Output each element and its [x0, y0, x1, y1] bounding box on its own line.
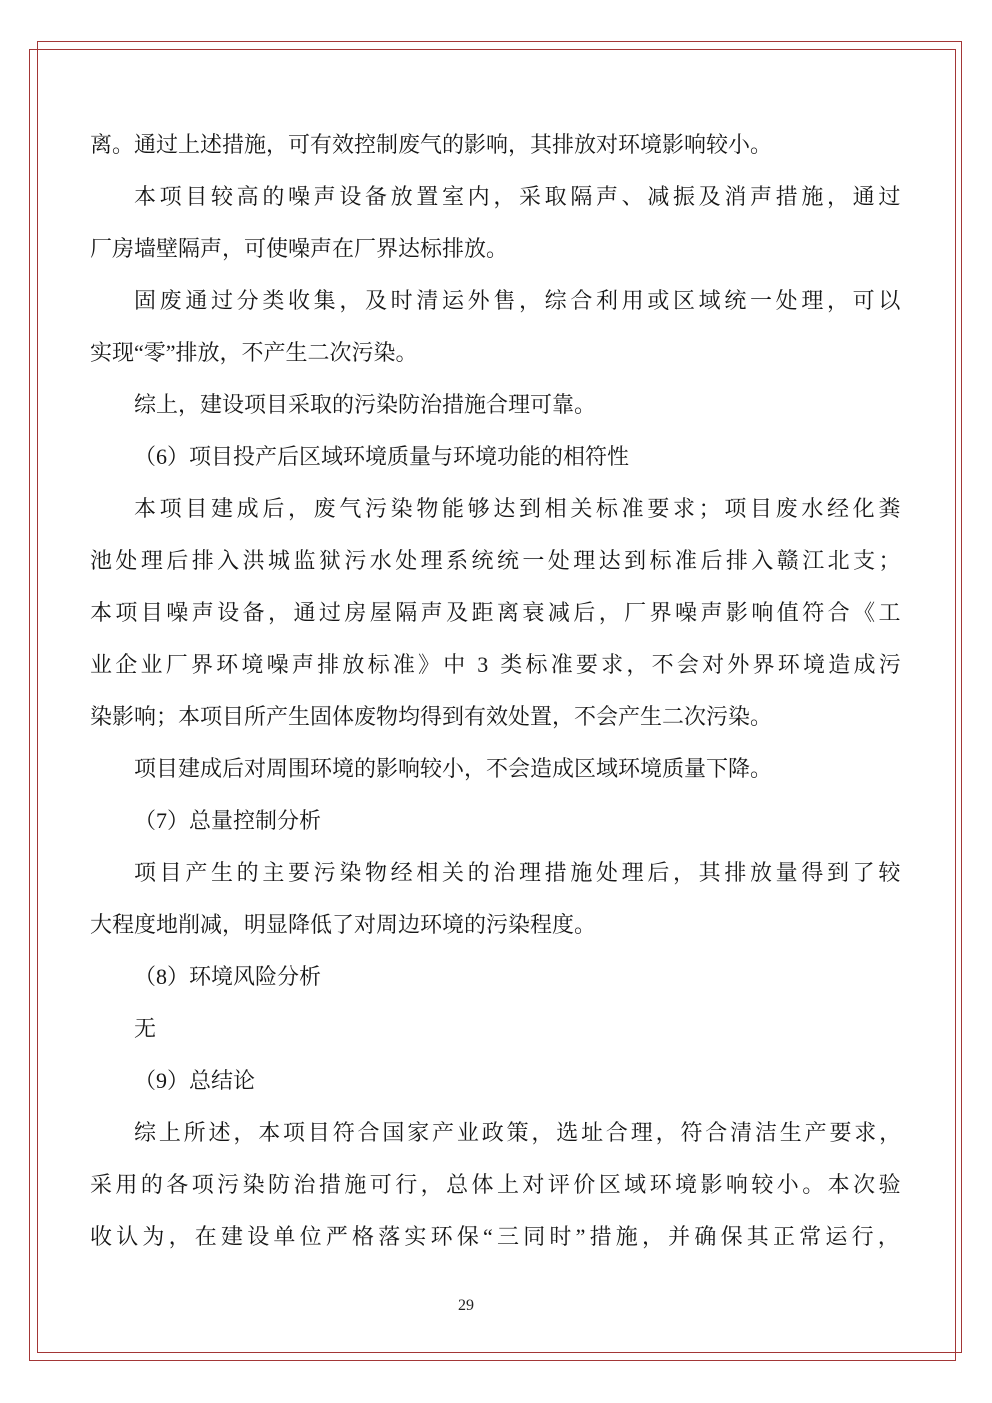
text-line-content: 本项目噪声设备，通过房屋隔声及距离衰减后，厂界噪声影响值符合《工: [90, 600, 904, 625]
text-line-content: 实现“零”排放，不产生二次污染。: [90, 340, 418, 365]
text-line-content: 采用的各项污染防治措施可行，总体上对评价区域环境影响较小。本次验: [90, 1172, 904, 1197]
text-line: [90, 379, 904, 431]
text-line: [90, 1003, 904, 1055]
text-line: [90, 171, 904, 223]
text-line-content: 本项目较高的噪声设备放置室内，采取隔声、减振及消声措施，通过: [134, 184, 904, 209]
text-line: [90, 1107, 904, 1159]
text-line: [90, 795, 904, 847]
text-line: [90, 847, 904, 899]
text-line-content: （8）环境风险分析: [134, 964, 322, 989]
text-line: [90, 119, 904, 171]
text-line-content: （7）总量控制分析: [134, 808, 322, 833]
text-line-content: 厂房墙壁隔声，可使噪声在厂界达标排放。: [90, 236, 509, 261]
text-line: [90, 327, 904, 379]
page-number: 29: [458, 1297, 474, 1314]
text-line: [90, 535, 904, 587]
text-line: [90, 639, 904, 691]
text-line: [90, 1159, 904, 1211]
text-line-content: （9）总结论: [134, 1068, 256, 1093]
text-line-content: 业企业厂界环境噪声排放标准》中 3 类标准要求，不会对外界环境造成污: [90, 652, 904, 677]
text-line-content: 项目产生的主要污染物经相关的治理措施处理后，其排放量得到了较: [134, 860, 904, 885]
text-line-content: 大程度地削减，明显降低了对周边环境的污染程度。: [90, 912, 597, 937]
text-line: [90, 1055, 904, 1107]
text-line: [90, 691, 904, 743]
text-line-content: 项目建成后对周围环境的影响较小，不会造成区域环境质量下降。: [134, 756, 773, 781]
text-line: [90, 951, 904, 1003]
text-line-content: 综上所述，本项目符合国家产业政策，选址合理，符合清洁生产要求，: [134, 1120, 904, 1145]
text-line: [90, 275, 904, 327]
text-line-content: 染影响；本项目所产生固体废物均得到有效处置，不会产生二次污染。: [90, 704, 773, 729]
text-line: [90, 899, 904, 951]
text-line: [90, 483, 904, 535]
text-line-content: 综上，建设项目采取的污染防治措施合理可靠。: [134, 392, 597, 417]
text-line-content: （6）项目投产后区域环境质量与环境功能的相符性: [134, 444, 630, 469]
text-line-content: 收认为，在建设单位严格落实环保“三同时”措施，并确保其正常运行，: [90, 1224, 904, 1249]
body-text: [90, 119, 904, 1263]
text-line: [90, 743, 904, 795]
text-line: [90, 587, 904, 639]
text-line-content: 无: [134, 1016, 157, 1041]
text-line-content: 本项目建成后，废气污染物能够达到相关标准要求；项目废水经化粪: [134, 496, 904, 521]
text-line: [90, 431, 904, 483]
text-line: [90, 223, 904, 275]
text-line: [90, 1211, 904, 1263]
text-line-content: 池处理后排入洪城监狱污水处理系统统一处理达到标准后排入赣江北支；: [90, 548, 904, 573]
text-line-content: 固废通过分类收集，及时清运外售，综合利用或区域统一处理，可以: [134, 288, 904, 313]
text-line-content: 离。通过上述措施，可有效控制废气的影响，其排放对环境影响较小。: [90, 132, 773, 157]
